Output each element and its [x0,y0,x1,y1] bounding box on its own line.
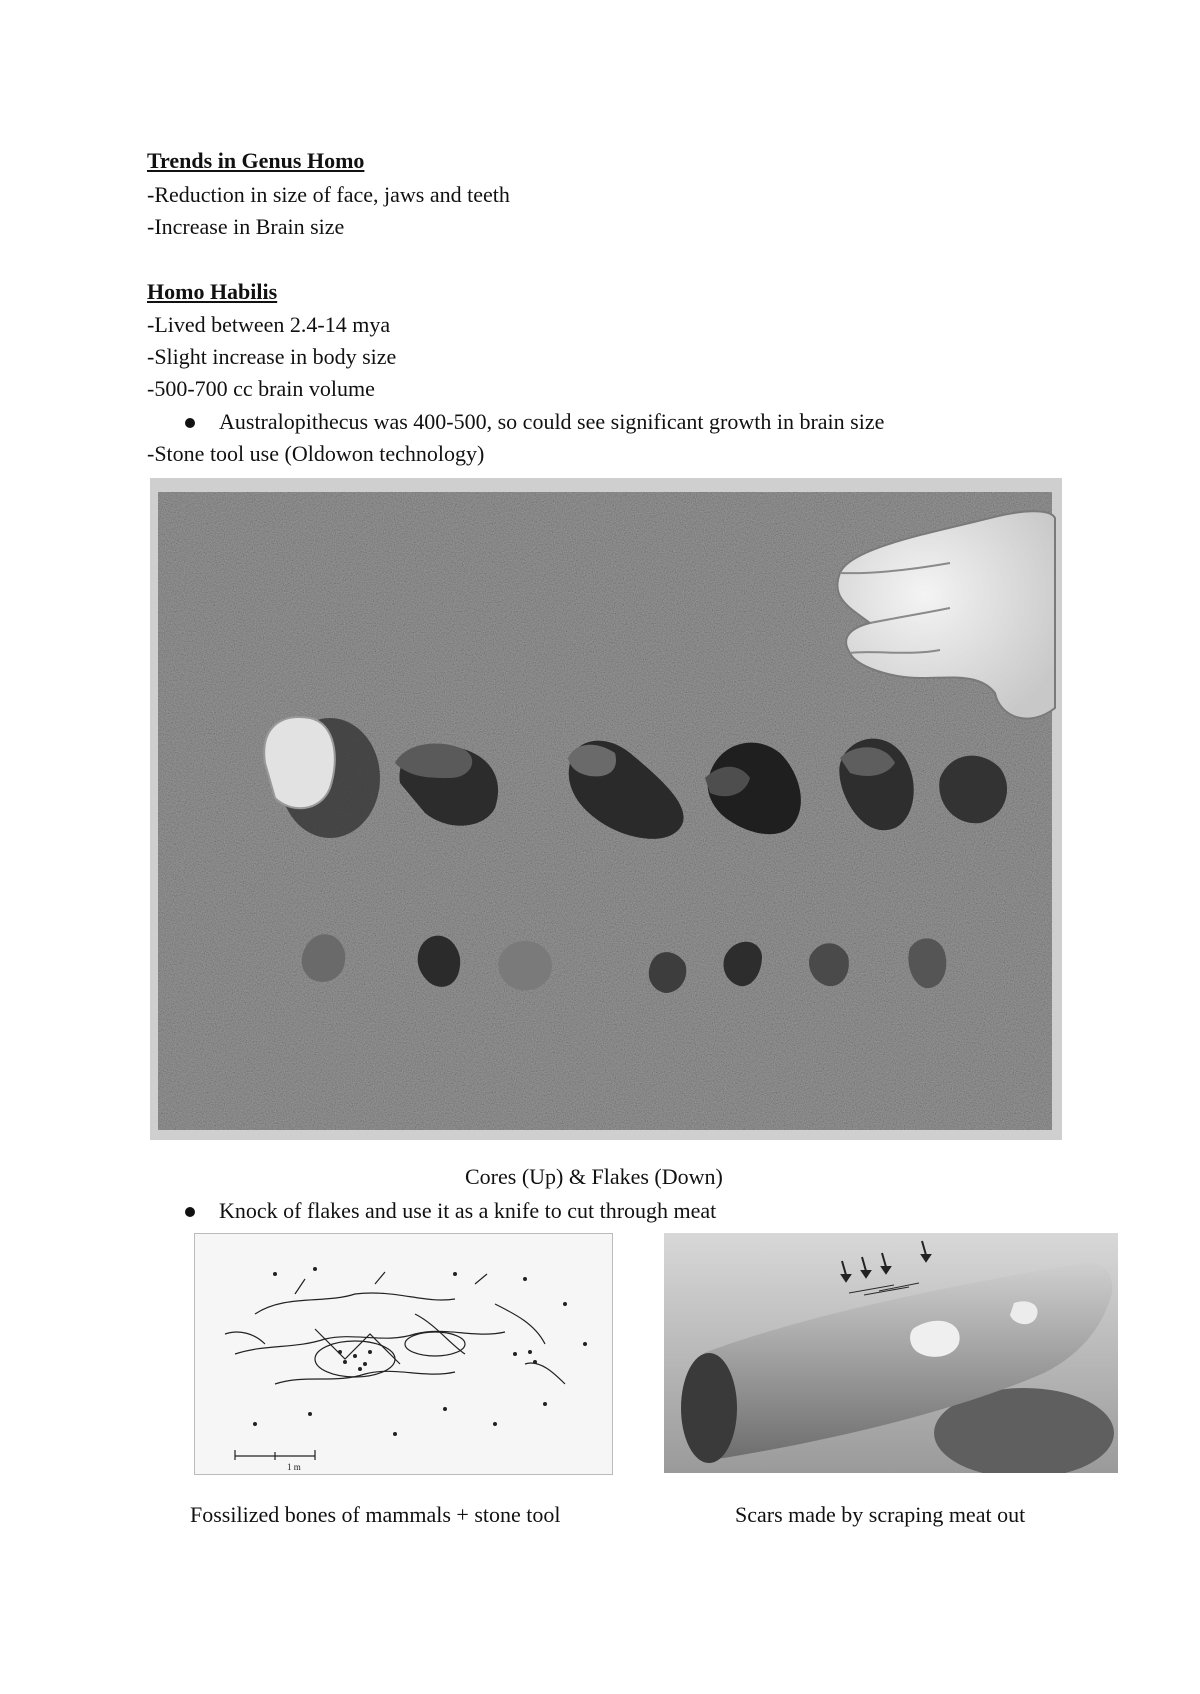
scars-caption: Scars made by scraping meat out [735,1502,1026,1527]
bullet-item [219,408,884,436]
bullet-text: Australopithecus was 400-500, so could see significant growth in brain size [219,409,885,434]
bullet-icon [185,1207,195,1217]
bullet-item [219,1197,716,1225]
stone-tools-photo [150,478,1062,1140]
fossil-bones-map [194,1233,613,1475]
text-line: -Stone tool use (Oldowon technology) [147,441,485,466]
text-line: -Lived between 2.4-14 mya [147,312,391,337]
text-line: -500-700 cc brain volume [147,376,375,401]
map-scale-label: 1 m [287,1462,301,1472]
bones-caption: Fossilized bones of mammals + stone tool [190,1502,561,1527]
bullet-text: Knock of flakes and use it as a knife to cut through meat [219,1198,717,1223]
stone-tools-caption: Cores (Up) & Flakes (Down) [465,1164,723,1189]
text-line: -Increase in Brain size [147,214,345,239]
bone-scars-photo [664,1233,1118,1473]
heading-trends-genus-homo: Trends in Genus Homo [147,148,365,173]
bullet-icon [185,418,195,428]
text-line: -Slight increase in body size [147,344,397,369]
heading-homo-habilis: Homo Habilis [147,279,278,304]
text-line: -Reduction in size of face, jaws and teeth [147,182,510,207]
